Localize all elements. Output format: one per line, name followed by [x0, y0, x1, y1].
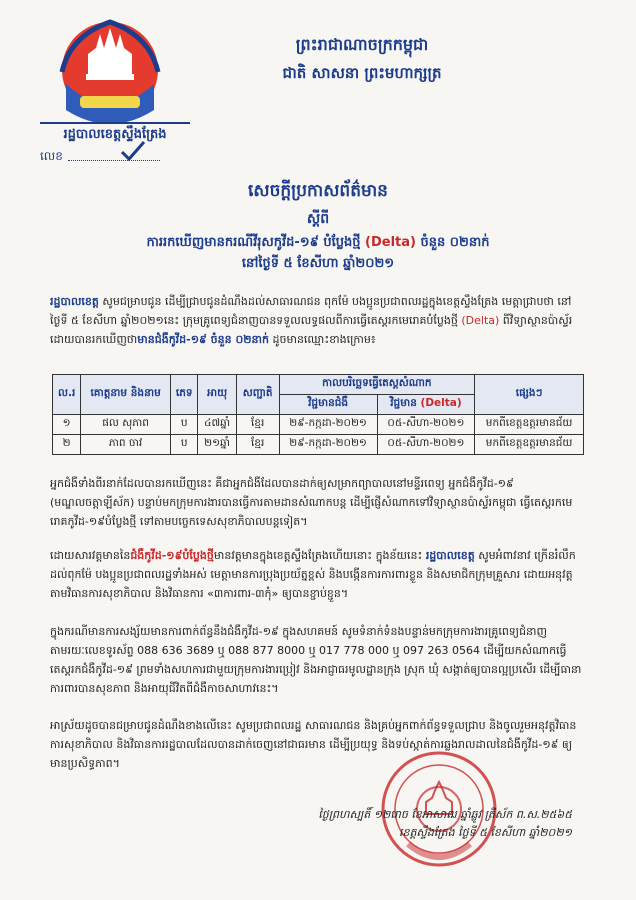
subject-after: ចំនួន ០២នាក់ — [420, 235, 490, 250]
paragraph-contact: ក្នុងករណីមានការសង្ស័យមានការពាក់ព័ន្ធនឹងជំងឺកូវីដ-១៩ ក្នុងសហគមន៍ សូមទំនាក់ទំនងបន្ទាន់មកក្រុមការងារគ្រូពេទ្យជំនាញតាមរយៈលេខទូរស័ព្ទ 088 636 3689 ឬ 088 877 8000 ឬ 017 778 000 ឬ 097 263 0564 ដើម្បីយកសំណាកធ្វើតេស្តរកជំងឺកូវីដ-១៩ ព្រមទាំងសហការជាមួយក្រុមការងារប្រៀវ និងអាជ្ញាធរមូលដ្ឋានក្រុង ស្រុក ឃុំ សង្កាត់ឲ្យបានល្អប្រសើរ ដើម្បីធានាការពារបានសុខភាព និងអាយុជីវិតពីជំងឺកាចសាហាវនេះ។ — [50, 625, 582, 695]
intro-tail: ពីវិទ្យាស្ថានប៉ាស្ទ័រ ដោយបានរកឃើញថា — [50, 314, 573, 346]
subject-before: ការរកឃើញមានករណីវីរុសកូវីដ-១៩ បំប្លែងថ្មី — [146, 235, 361, 250]
reference-number-label: លេខ — [40, 149, 63, 163]
cell-positive: ២៩-កក្កដា-២០២១ — [279, 435, 377, 455]
header-no: ល.រ — [53, 375, 81, 415]
cell-no: ១ — [53, 415, 81, 435]
intro-end: ដូចមានឈ្មោះខាងក្រោម៖ — [269, 333, 376, 346]
title-sub: ស្តីពី — [306, 211, 330, 227]
header-delta-positive: វិជ្ជមាន — [390, 397, 417, 409]
cell-delta: ០៥-សីហា-២០២១ — [377, 435, 475, 455]
cell-age: ៤៧ឆ្នាំ — [198, 415, 236, 435]
cell-other: មកពីខេត្តឧត្តរមានជ័យ — [475, 415, 584, 435]
signature-place-date: ខេត្តស្ទឹងត្រែង ថ្ងៃទី ៥ ខែសីហា ឆ្នាំ២០២១ — [398, 826, 572, 839]
cell-delta: ០៥-សីហា-២០២១ — [377, 415, 475, 435]
header-delta — [377, 395, 475, 415]
header-delta-tag: (Delta) — [420, 397, 462, 409]
cell-name: ផល សុភាព — [81, 415, 171, 435]
header-positive: វិជ្ជមានជំងឺ — [279, 395, 377, 415]
kingdom-header — [212, 34, 512, 86]
header-nationality: សញ្ជាតិ — [236, 375, 279, 415]
title-main: សេចក្តីប្រកាសព័ត៌មាន — [248, 181, 388, 201]
national-motto: ជាតិ សាសនា ព្រះមហាក្សត្រ — [282, 64, 442, 82]
announcement-title — [100, 180, 536, 274]
issuing-office: រដ្ឋបាលខេត្តស្ទឹងត្រែង — [40, 122, 190, 145]
header-other: ផ្សេងៗ — [475, 375, 584, 415]
header-name: គោត្តនាម និងនាម — [81, 375, 171, 415]
appeal-bold: រដ្ឋបាលខេត្ត — [425, 549, 475, 562]
paragraph-appeal — [50, 546, 586, 603]
table-row — [53, 415, 584, 435]
appeal-text: សូមអំពាវនាវ ក្រើនរំលឹកដល់ពុកម៉ែ បងប្អូនប្រជាពលរដ្ឋទាំងអស់ មេត្តាមានការប្រុងប្រយ័ត្នខ្ពស់ និងបង្កើនការការពារខ្លួន និងសមាជិកក្រុមគ្រួសារ ដោយអនុវត្តតាមវិធានការសុខាភិបាល និងវិធានការ «៣ការពារ-៣កុំ» ឲ្យបានខ្ជាប់ខ្ជួន។ — [50, 549, 576, 600]
signature-block — [252, 806, 572, 842]
header-test-period: កាលបរិច្ឆេទធ្វើតេស្តសំណាក — [279, 375, 475, 395]
appeal-mid: មានវត្តមានក្នុងខេត្តស្ទឹងត្រែងហើយនោះ ក្នុងន័យនេះ — [213, 549, 426, 562]
cell-nationality: ខ្មែរ — [236, 435, 279, 455]
title-subject — [100, 234, 536, 253]
title-date: នៅថ្ងៃទី ៥ ខែសីហា ឆ្នាំ២០២១ — [241, 256, 395, 271]
cell-sex: ប — [170, 415, 197, 435]
appeal-lead: ដោយសារវត្តមាននៃ — [50, 549, 131, 562]
paragraph-closing: អាស្រ័យដូចបានជម្រាបជូនដំណឹងខាងលើនេះ សូមប្រជាពលរដ្ឋ សាធារណជន និងគ្រប់អ្នកពាក់ព័ន្ធទទួលជ្រាប និងចូលរួមអនុវត្តវិធានការសុខាភិបាល និងវិធានការរដ្ឋបាលដែលបានដាក់ចេញនៅជាធរមាន ដើម្បីប្រយុទ្ធ និងទប់ស្កាត់ការឆ្លងរាលដាលនៃជំងឺកូវីដ-១៩ ឲ្យមានប្រសិទ្ធភាព។ — [50, 719, 577, 770]
cell-name: ភាព ចាវ — [81, 435, 171, 455]
cell-no: ២ — [53, 435, 81, 455]
signature-lunar-date: ថ្ងៃព្រហស្បតិ៍ ១២រោច ខែអាសាឍ ឆ្នាំឆ្លូវ ត្រីស័ក ព.ស.២៥៦៥ — [318, 808, 572, 821]
checkmark-icon — [120, 140, 146, 162]
intro-delta: (Delta) — [461, 314, 500, 327]
cell-age: ២១ឆ្នាំ — [198, 435, 236, 455]
cell-nationality: ខ្មែរ — [236, 415, 279, 435]
paragraph-patients: អ្នកជំងឺទាំងពីរនាក់ដែលបានរកឃើញនេះ គឺជាអ្នកជំងឺដែលបានដាក់ឲ្យសម្រាកព្យាបាលនៅមន្ទីរពេទ្យ អ្នកជំងឺកូវីដ-១៩ (មណ្ឌលចត្តាឡីស័ក) បន្ទាប់មកក្រុមការងារបានធ្វើការតាមដានសំណាកបន្ត ដើម្បីផ្ញើសំណាកទៅវិទ្យាស្ថានប៉ាស្ទ័រកម្ពុជា ធ្វើតេស្តរកមេរោគកូវីដ-១៩បំប្លែងថ្មី ទៅតាមបច្ចេកទេសសុខាភិបាលបន្តទៀត។ — [50, 477, 573, 528]
intro-bold-tail: មានជំងឺកូវីដ-១៩ ចំនួន ០២នាក់ — [137, 333, 270, 346]
header-age: អាយុ — [198, 375, 236, 415]
table-header-row — [53, 375, 584, 395]
kingdom-name: ព្រះរាជាណាចក្រកម្ពុជា — [295, 35, 429, 54]
cell-sex: ប — [170, 435, 197, 455]
reference-number-line — [68, 160, 160, 161]
header-sex: ភេទ — [170, 375, 197, 415]
paragraph-intro — [50, 292, 586, 349]
intro-lead: រដ្ឋបាលខេត្ត — [50, 295, 99, 308]
cell-other: មកពីខេត្តឧត្តរមានជ័យ — [475, 435, 584, 455]
government-emblem-logo — [52, 14, 168, 126]
table-row — [53, 435, 584, 455]
cases-table — [52, 374, 584, 455]
subject-delta: (Delta) — [365, 235, 416, 250]
appeal-red: ជំងឺកូវីដ-១៩បំប្លែងថ្មី — [130, 549, 214, 562]
intro-text: សូមជម្រាបជូន ដើម្បីជ្រាបជូនដំណឹងដល់សាធារណជន ពុកម៉ែ បងប្អូនប្រជាពលរដ្ឋក្នុងខេត្តស្ទឹងត្រែង មេត្តាជ្រាបថា នៅថ្ងៃទី ៥ ខែសីហា ឆ្នាំ២០២១នេះ ក្រុមគ្រូពេទ្យជំនាញបានទទួលលទ្ធផលពីការធ្វើតេស្តរកមេរោគបំប្លែងថ្មី — [50, 295, 572, 327]
cell-positive: ២៩-កក្កដា-២០២១ — [279, 415, 377, 435]
